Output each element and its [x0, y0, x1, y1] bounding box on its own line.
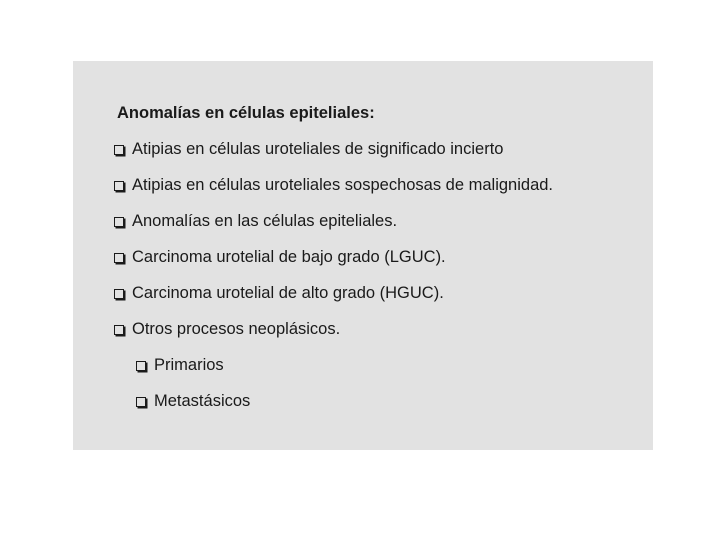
checkbox-square-icon [114, 217, 124, 227]
sub-list-item [136, 356, 224, 375]
list-item [114, 248, 446, 267]
list-item [114, 212, 397, 231]
sub-list-item-label: Metastásicos [154, 392, 251, 410]
checkbox-square-icon [114, 253, 124, 263]
content-panel [73, 61, 653, 450]
list-item [114, 320, 340, 339]
list-item [114, 176, 553, 195]
list-item-label: Atipias en células uroteliales de significado incierto [132, 140, 504, 158]
checkbox-square-icon [114, 325, 124, 335]
sub-list-item [136, 392, 250, 411]
checkbox-square-icon [114, 289, 124, 299]
checkbox-square-icon [114, 145, 124, 155]
section-heading: Anomalías en células epiteliales: [117, 104, 375, 122]
list-item [114, 284, 444, 303]
list-item-label: Anomalías en las células epiteliales. [132, 212, 398, 230]
checkbox-square-icon [114, 181, 124, 191]
list-item-label: Carcinoma urotelial de bajo grado (LGUC). [132, 248, 446, 266]
checkbox-square-icon [136, 397, 146, 407]
checkbox-square-icon [136, 361, 146, 371]
sub-list-item-label: Primarios [154, 356, 224, 374]
list-item [114, 140, 503, 159]
list-item-label: Carcinoma urotelial de alto grado (HGUC). [132, 284, 444, 302]
list-item-label: Atipias en células uroteliales sospechosas de malignidad. [132, 176, 553, 194]
list-item-label: Otros procesos neoplásicos. [132, 320, 341, 338]
